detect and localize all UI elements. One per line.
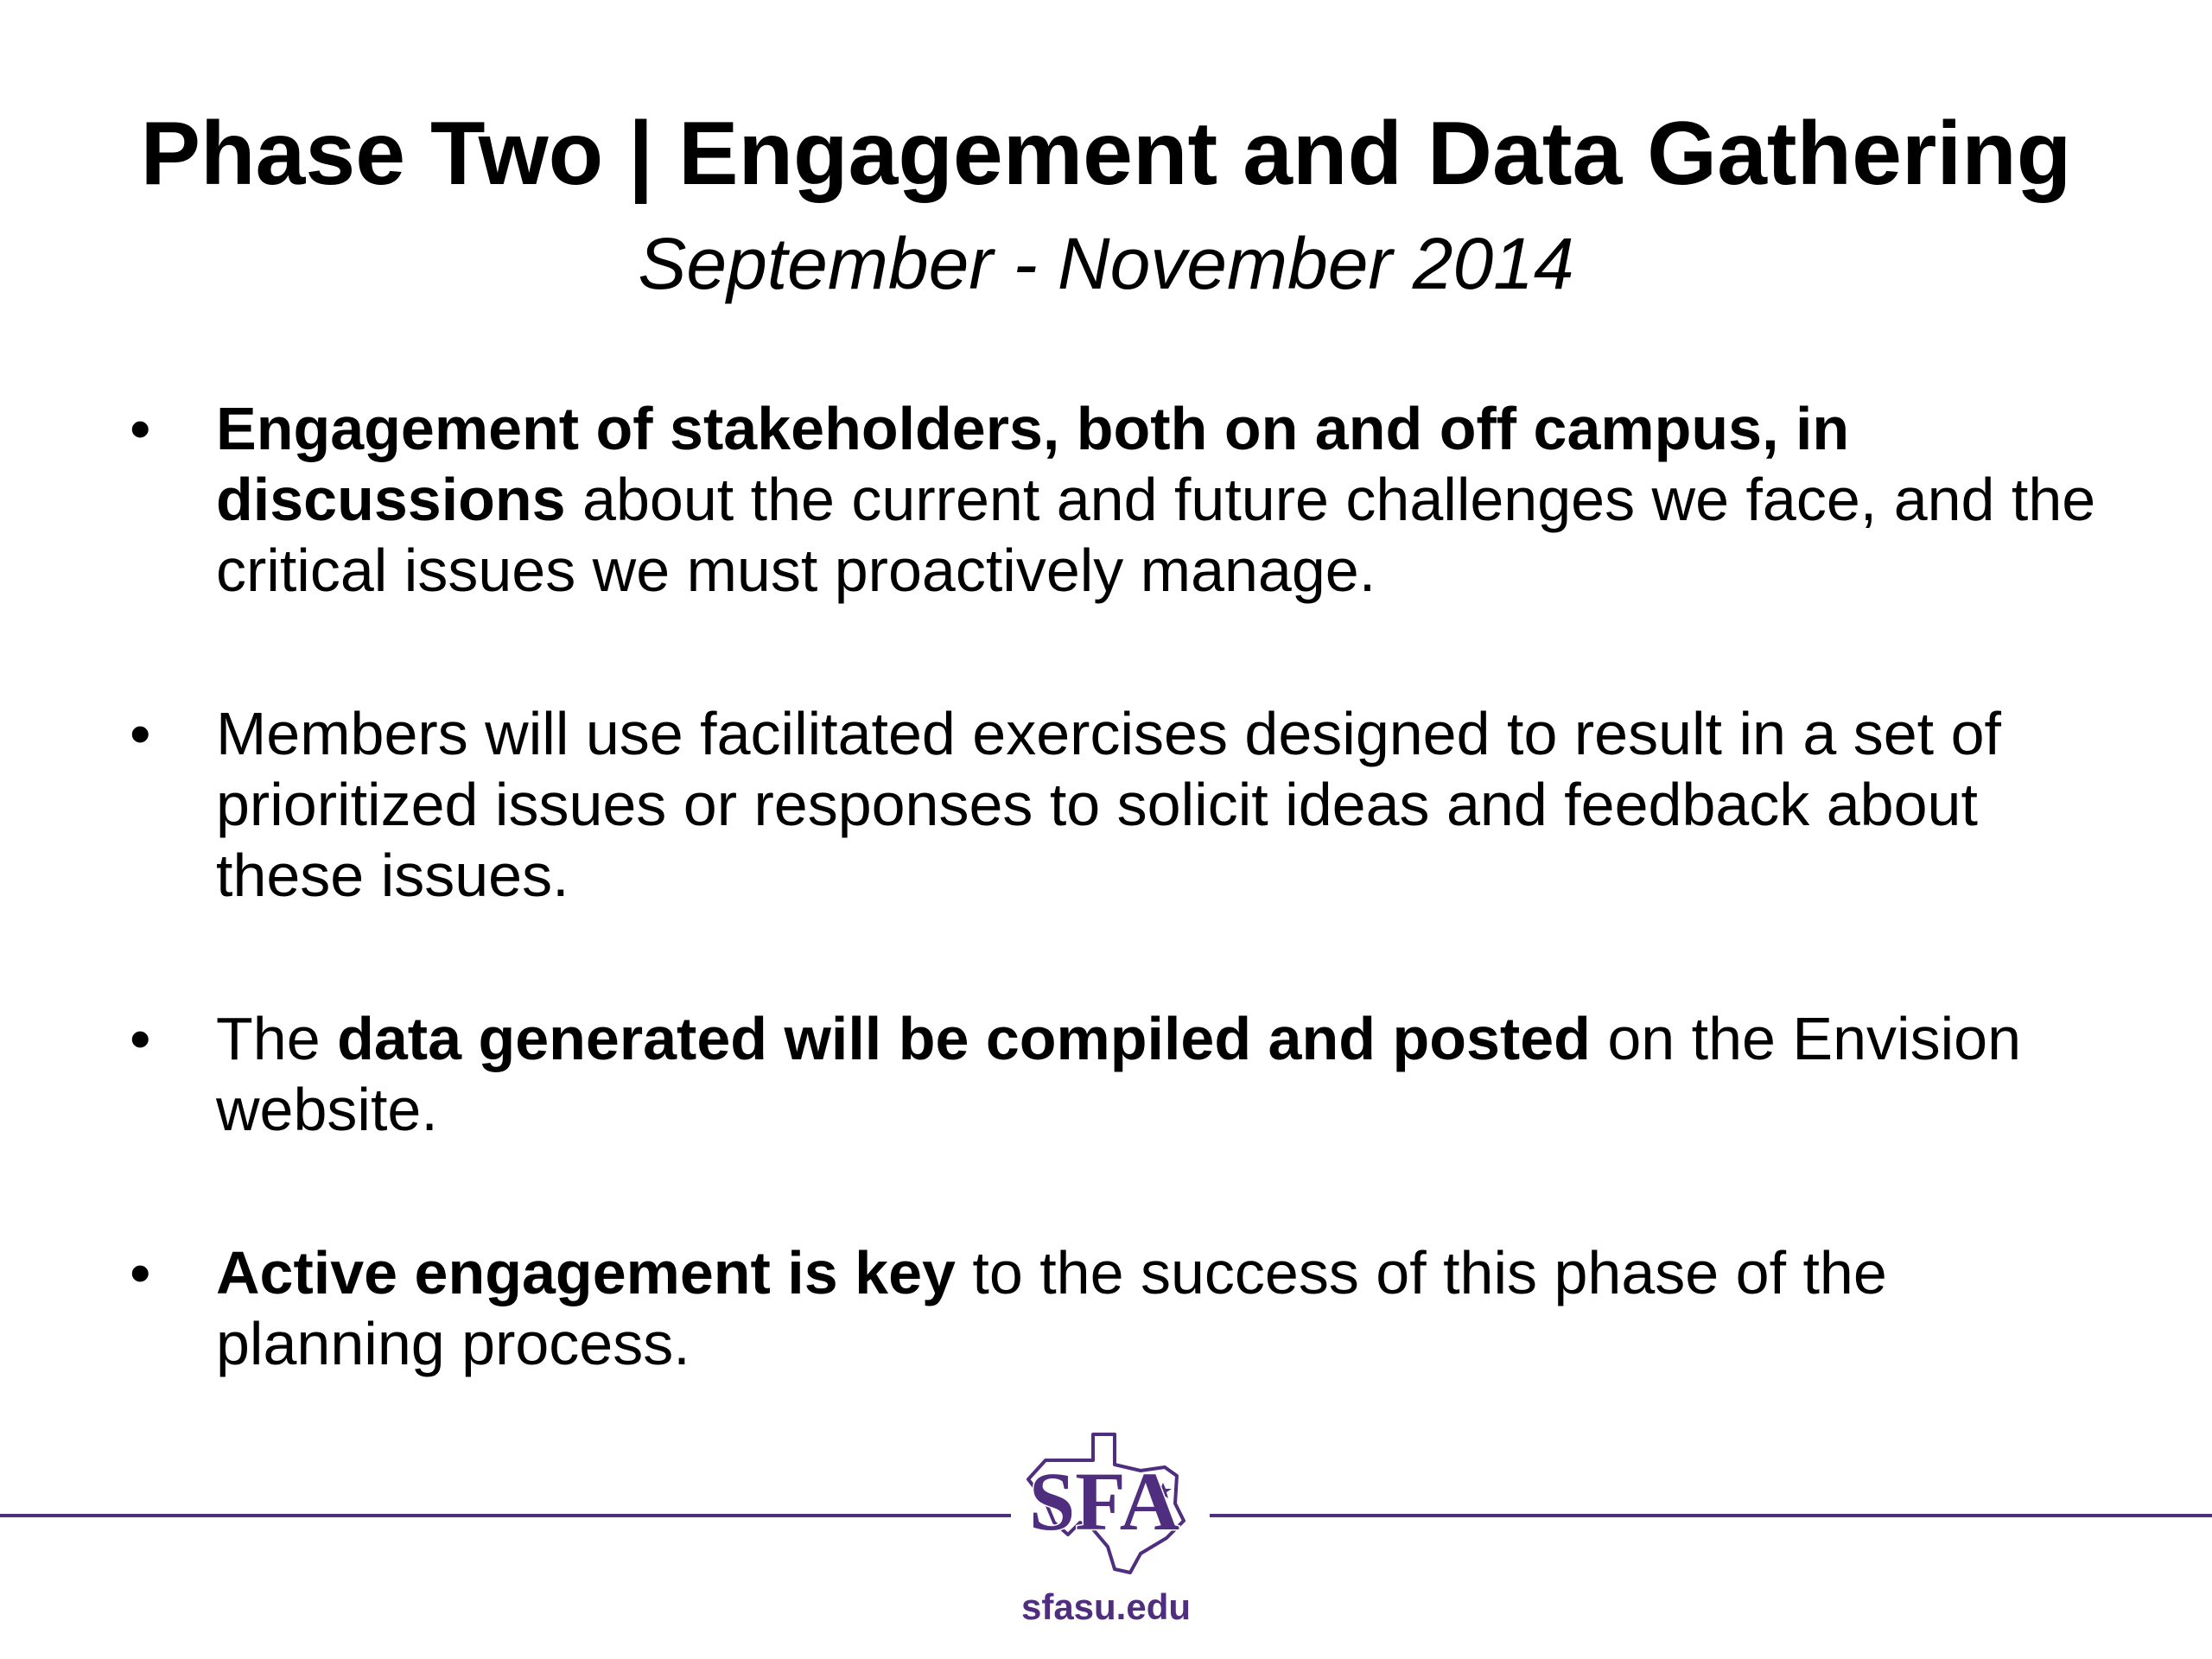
bullet-bold-text: data generated will be compiled and posted (337, 1005, 1591, 1072)
bullet-dot-icon: • (130, 700, 151, 767)
bullet-bold-text: Engagement of stakeholders, both on and off campus, in discussions (216, 395, 1850, 533)
sfa-logo-svg (1011, 1400, 1210, 1581)
sfa-texas-logo-icon (1011, 1400, 1210, 1581)
bullet-item (130, 1003, 2100, 1145)
bullet-text: about the current and future challenges we face, and the critical issues we must proactively manage. (216, 466, 2096, 604)
bullet-dot-icon: • (130, 1239, 151, 1306)
bullet-text: The (216, 1005, 338, 1072)
bullet-text: on the Envision website. (216, 1005, 2022, 1143)
bullet-item (130, 1237, 2100, 1379)
bullet-dot-icon: • (130, 1005, 151, 1072)
bullet-text: Members will use facilitated exercises designed to result in a set of prioritized issues or responses to solicit ideas and feedback about these issues. (216, 700, 2001, 909)
bullet-list (130, 393, 2100, 1471)
bullet-item (130, 393, 2100, 606)
slide-subtitle: September - November 2014 (638, 223, 1574, 304)
bullet-dot-icon: • (130, 395, 151, 462)
bullet-text: to the success of this phase of the planning process. (216, 1239, 1887, 1377)
sfa-logo-text: SFA (1028, 1455, 1180, 1548)
bullet-bold-text: Active engagement is key (216, 1239, 956, 1306)
footer-url: sfasu.edu (1020, 1586, 1192, 1627)
bullet-item (130, 698, 2100, 911)
slide-title: Phase Two | Engagement and Data Gathering (140, 104, 2072, 204)
